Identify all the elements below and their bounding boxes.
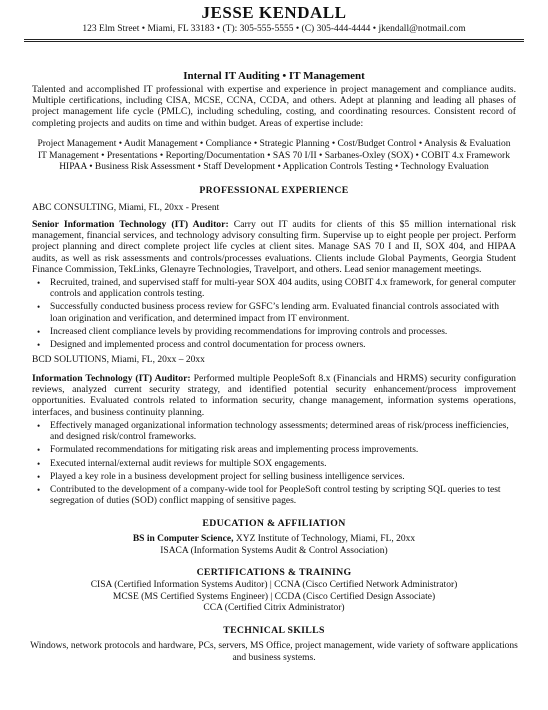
job-role: Senior Information Technology (IT) Auditor:	[32, 219, 229, 230]
experience-title: PROFESSIONAL EXPERIENCE	[199, 185, 349, 196]
expertise-line: HIPAA • Business Risk Assessment • Staff Development • Application Controls Testing • Technology Evaluation	[59, 162, 489, 173]
job-role: Information Technology (IT) Auditor:	[32, 373, 191, 384]
affiliation: ISACA (Information Systems Audit & Control Association)	[160, 545, 388, 556]
header-divider	[24, 39, 524, 40]
list-item: • Formulated recommendations for mitigating risk areas and implementing process improvements.	[37, 445, 419, 456]
list-item: • Executed internal/external audit reviews for multiple SOX engagements.	[37, 458, 327, 469]
education-title: EDUCATION & AFFILIATION	[202, 518, 346, 529]
degree-line	[24, 534, 524, 546]
skills-block	[24, 641, 524, 664]
candidate-name: JESSE KENDALL	[201, 3, 347, 22]
list-item: • Contributed to the development of a company-wide tool for PeopleSoft control testing by scripting SQL queries to test segregation of duties (SOD) conflict mapping of sensitive pages.	[37, 485, 501, 507]
job-description	[32, 373, 516, 418]
job-achievements	[32, 421, 516, 509]
bullet-icon: •	[37, 302, 41, 313]
bullet-icon: •	[37, 445, 41, 456]
certifications-block	[24, 580, 524, 615]
skills-line: and business systems.	[232, 652, 316, 663]
education-block	[24, 534, 524, 557]
list-item: • Played a key role in a business development project for selling business intelligence services.	[37, 471, 405, 482]
headline: Internal IT Auditing • IT Management	[183, 70, 365, 82]
bullet-icon: •	[37, 458, 41, 469]
expertise-list	[24, 139, 524, 174]
job-description-text: Carry out IT audits for clients of this $5 million international risk management, financial services, and technology advisory consulting firm. Supervise up to eight people per project. Perform project planning and direct complete project life cycles at client sites. Manage SAS 70 I and II, SOX 404, and HIPAA audits, as well as risk assessments and controls/processes evaluations. Clients include Global Payments, Georgia Student Finance Commission, TekLinks, Glenayre Technologies, Travelport, and others. Lead senior management meetings.	[32, 219, 516, 275]
expertise-line: Project Management • Audit Management • Compliance • Strategic Planning • Cost/Budget Control • Analysis & Evaluation	[37, 139, 511, 149]
summary-paragraph: Talented and accomplished IT professional with expertise and experience in project management and compliance audits. Multiple certifications, including CISA, MCSE, CCNA, CCDA, and others. Adept at planning and leading all phases of project management life cycle (PMLC), including scheduling, costing, and coordinating resources. Consistent record of completing projects and audits on time and within budget. Areas of expertise include:	[32, 84, 516, 129]
certification-line: MCSE (MS Certified Systems Engineer) | CCDA (Cisco Certified Design Associate)	[112, 591, 436, 602]
bullet-icon: •	[37, 278, 41, 288]
certification-line: CISA (Certified Information Systems Auditor) | CCNA (Cisco Certified Network Administrator)	[90, 580, 458, 590]
header-divider-2	[24, 41, 524, 42]
list-item: • Effectively managed organizational information technology assessments; determined areas of risk/process inefficiencies, and designed risk/control frameworks.	[37, 421, 509, 443]
contact-info: 123 Elm Street • Miami, FL 33183 • (T): 305-555-5555 • (C) 305-444-4444 • jkendall@notmail.com	[82, 24, 466, 34]
bullet-icon: •	[37, 340, 41, 351]
degree: BS in Computer Science,	[132, 534, 234, 544]
certifications-title: CERTIFICATIONS & TRAINING	[196, 567, 352, 578]
list-item: • Recruited, trained, and supervised staff for multi-year SOX 404 audits, using COBIT 4.x framework, for general computer controls and application controls testing.	[37, 278, 516, 300]
list-item: • Designed and implemented process and control documentation for process owners.	[37, 340, 366, 351]
certification-line: CCA (Certified Citrix Administrator)	[203, 603, 345, 614]
job-description	[32, 219, 516, 275]
job-achievements	[32, 278, 516, 353]
job-company: ABC CONSULTING, Miami, FL, 20xx - Present	[32, 203, 220, 213]
list-item: • Successfully conducted business process review for GSFC’s lending arm. Evaluated financial controls associated with loan origination and verification, and determined impact from IT environment.	[37, 302, 500, 324]
bullet-icon: •	[37, 471, 41, 482]
bullet-icon: •	[37, 326, 41, 337]
expertise-line: IT Management • Presentations • Reporting/Documentation • SAS 70 I/II • Sarbanes-Oxley (SOX) • COBIT 4.x Framework	[38, 150, 510, 161]
bullet-icon: •	[37, 485, 41, 496]
school: XYZ Institute of Technology, Miami, FL, 20xx	[233, 534, 416, 544]
skills-line: Windows, network protocols and hardware, PCs, servers, MS Office, project management, wide variety of software applications	[30, 641, 518, 651]
job-company: BCD SOLUTIONS, Miami, FL, 20xx – 20xx	[32, 355, 205, 365]
skills-title: TECHNICAL SKILLS	[223, 625, 325, 636]
list-item: • Increased client compliance levels by providing recommendations for improving controls and processes.	[37, 326, 448, 337]
bullet-icon: •	[37, 421, 41, 431]
job-description-text: Performed multiple PeopleSoft 8.x (Financials and HRMS) security configuration reviews, analyzed current security strategy, and identified potential security enhancement/process improvement opportunities. Evaluated controls related to information security, change management, information systems operations, interfaces, and business continuity planning.	[32, 373, 517, 418]
